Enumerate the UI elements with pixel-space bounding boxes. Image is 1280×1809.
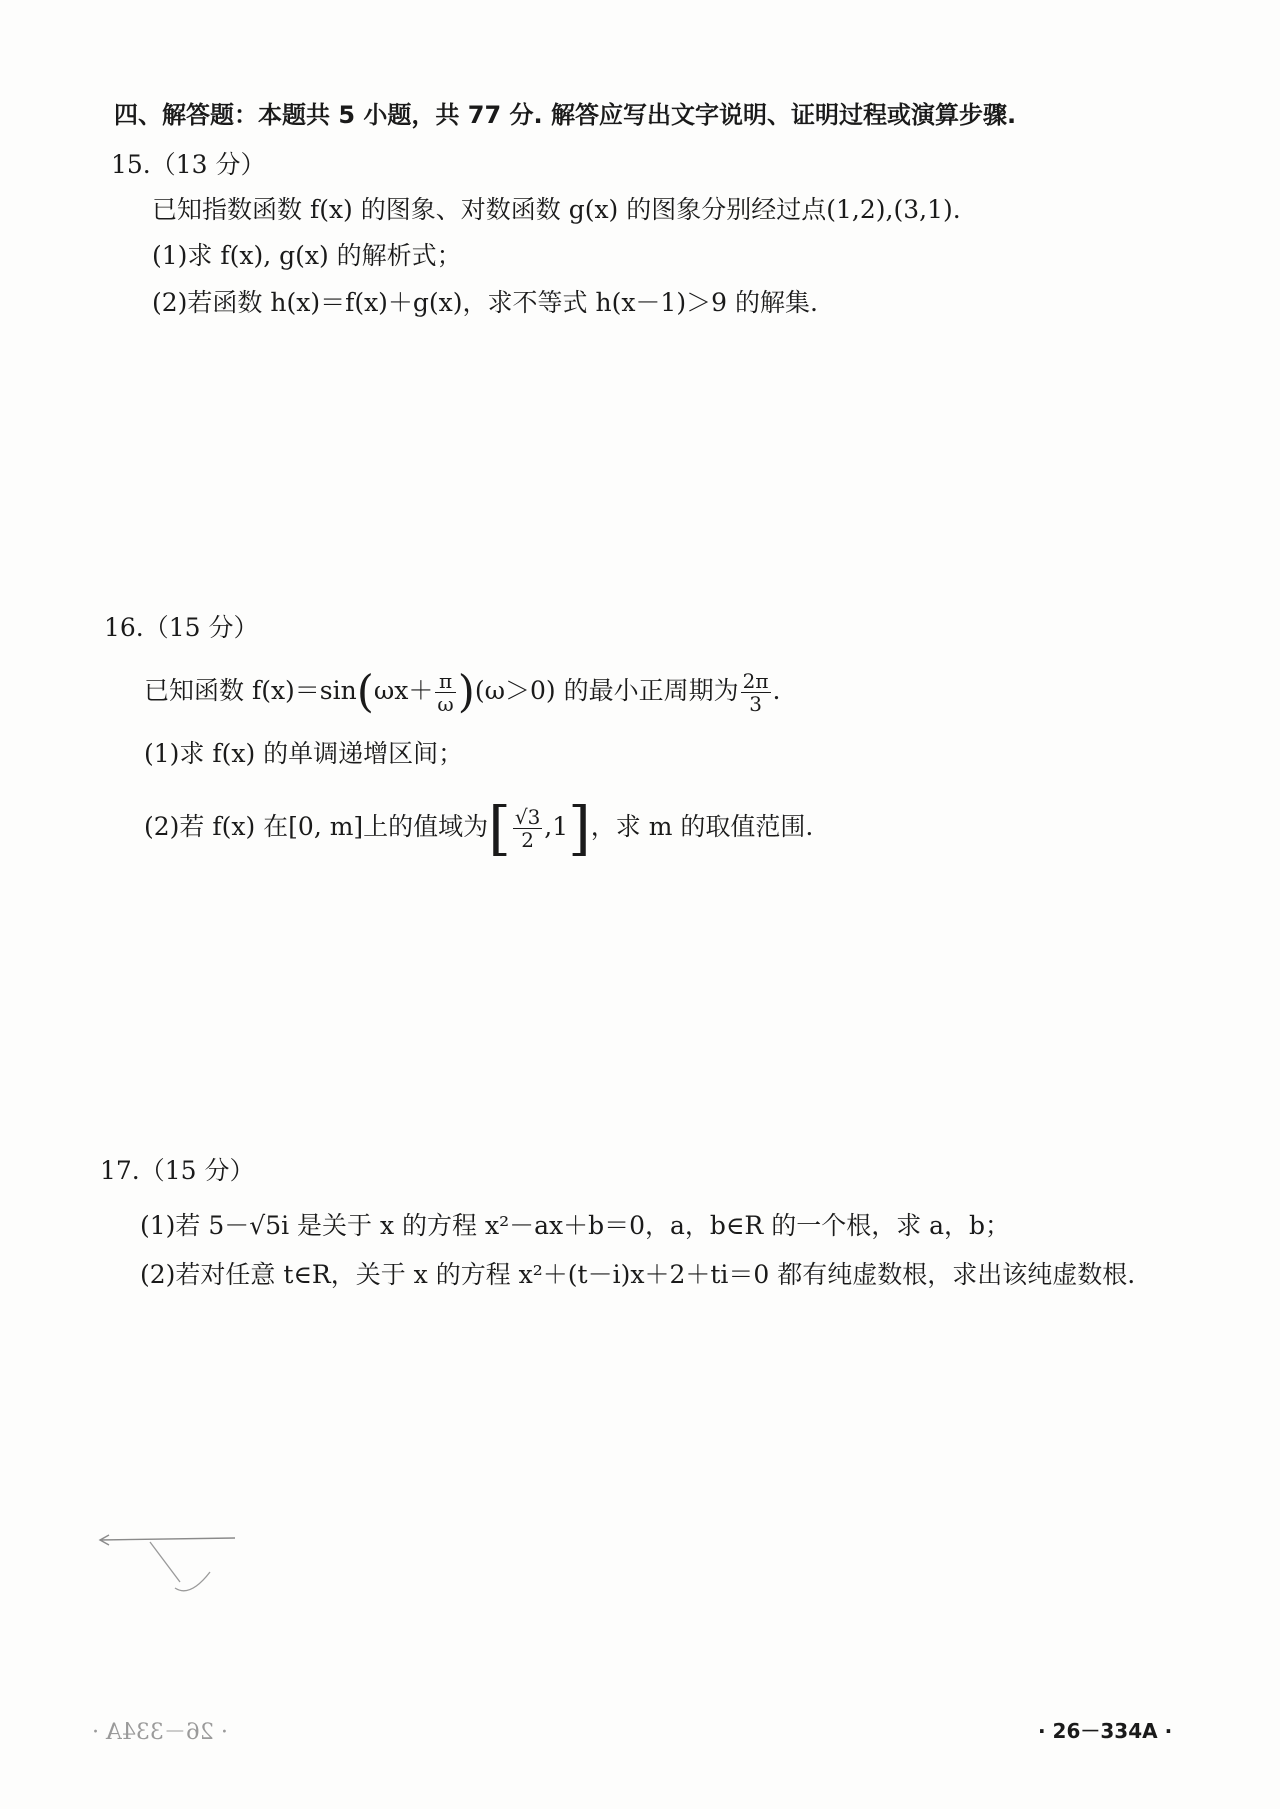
frac-numerator: π [435, 670, 455, 693]
frac-denominator: 3 [749, 692, 762, 716]
frac-numerator: 2π [742, 669, 769, 693]
q17-title: 17.（15 分） [100, 1156, 255, 1185]
frac-numerator: √3 [514, 805, 541, 829]
q16-stem [144, 666, 781, 718]
fraction-sqrt3-over-2 [513, 806, 542, 851]
q16-part2-a: (2)若 f(x) 在[0, m]上的值域为 [144, 812, 489, 841]
q16-part1: (1)求 f(x) 的单调递增区间； [144, 739, 464, 768]
fraction-pi-over-omega [435, 670, 455, 715]
section-header: 四、解答题：本题共 5 小题，共 77 分. 解答应写出文字说明、证明过程或演算步骤. [114, 101, 1017, 129]
mirrored-code-text: · 26－334A · [92, 1720, 228, 1745]
right-bracket: ] [568, 794, 591, 863]
q16-stem-a: 已知函数 f(x)＝sin [144, 676, 357, 705]
q15-title: 15.（13 分） [111, 150, 266, 179]
q16-part2-mid: ,1 [544, 812, 569, 841]
q15-part1: (1)求 f(x), g(x) 的解析式； [152, 241, 462, 270]
frac-denominator: 2 [521, 828, 534, 852]
q16-stem-inner: ωx＋ [373, 676, 434, 705]
q15-part2: (2)若函数 h(x)＝f(x)＋g(x)，求不等式 h(x－1)＞9 的解集. [152, 288, 818, 317]
frac-denominator: ω [437, 692, 454, 716]
q15-stem: 已知指数函数 f(x) 的图象、对数函数 g(x) 的图象分别经过点(1,2),(3,1). [152, 195, 961, 224]
mirrored-footer-code [92, 1715, 228, 1746]
q17-part1: (1)若 5－√5i 是关于 x 的方程 x²－ax＋b＝0，a，b∈R 的一个根，求 a，b； [140, 1211, 1011, 1240]
q16-title: 16.（15 分） [104, 613, 259, 642]
footer-code: · 26－334A · [1038, 1719, 1173, 1743]
bleed-through-sketch [95, 1530, 245, 1610]
fraction-period [741, 670, 771, 715]
q17-part2: (2)若对任意 t∈R，关于 x 的方程 x²＋(t－i)x＋2＋ti＝0 都有纯虚数根，求出该纯虚数根. [140, 1260, 1136, 1289]
left-paren: ( [356, 666, 374, 718]
q16-part2 [144, 794, 814, 863]
left-bracket: [ [488, 794, 511, 863]
right-paren: ) [457, 666, 475, 718]
q16-stem-end: . [772, 676, 781, 705]
q16-stem-b: (ω＞0) 的最小正周期为 [474, 676, 739, 705]
q16-part2-b: ，求 m 的取值范围. [590, 812, 814, 841]
